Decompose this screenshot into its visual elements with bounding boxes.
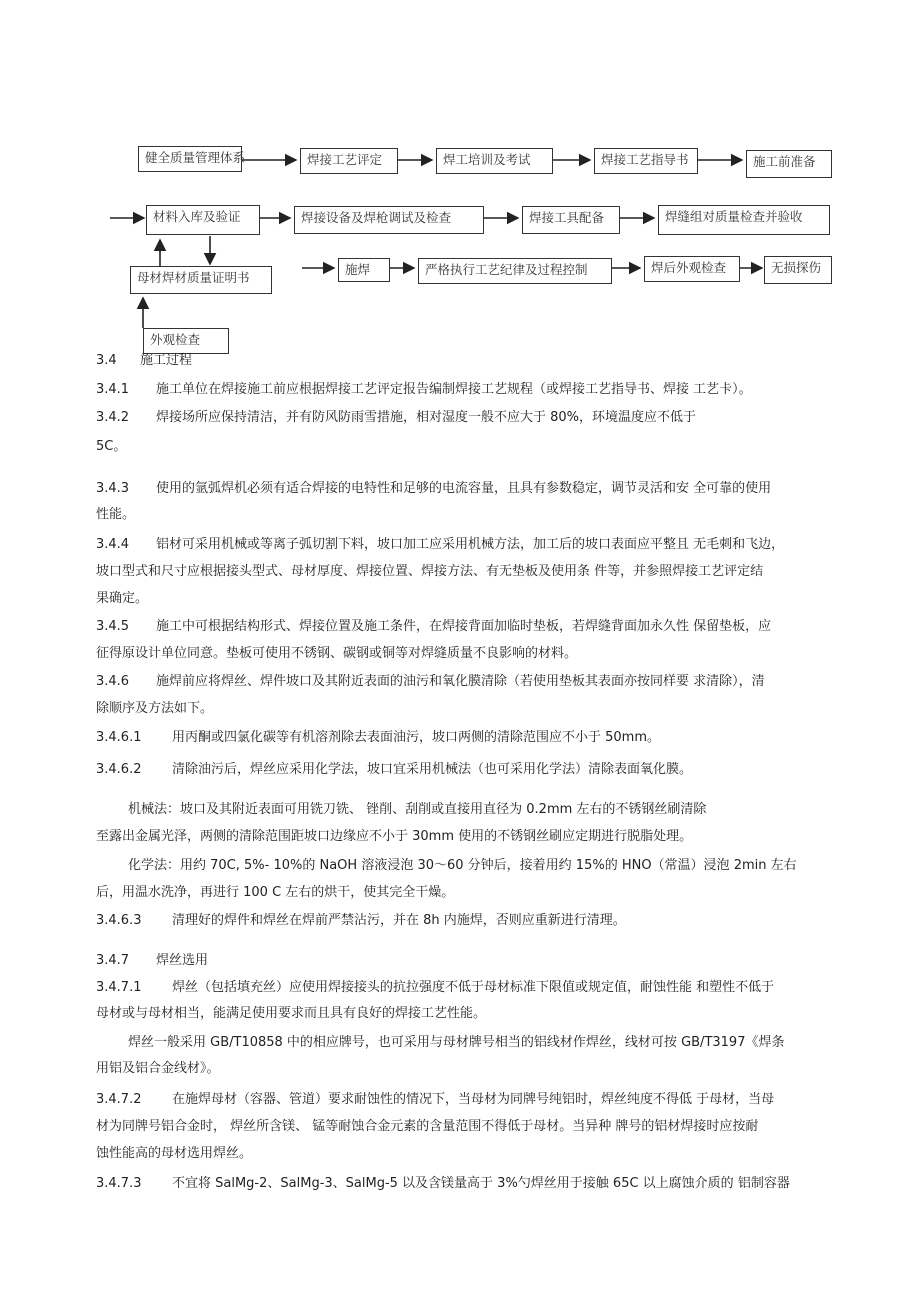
flow-box-visual-inspection-after-weld: 焊后外观检查	[644, 256, 740, 282]
section-number: 3.4.6.2	[96, 762, 142, 777]
section-number: 3.4.1	[96, 382, 130, 397]
paragraph-line: 蚀性能高的母材选用焊丝。	[96, 1146, 253, 1161]
section-number: 3.4.6.3	[96, 913, 142, 928]
section-number: 3.4.7.3	[96, 1176, 142, 1191]
section-number: 3.4.4	[96, 537, 130, 552]
section-title: 施工过程	[140, 353, 193, 368]
paragraph-line: 施工中可根据结构形式、焊接位置及施工条件，在焊接背面加临时垫板，若焊缝背面加永久性 保留垫板，应	[156, 619, 772, 634]
flow-box-material-storage: 材料入库及验证	[146, 205, 260, 235]
paragraph-line: 清除油污后，焊丝应采用化学法，坡口宜采用机械法（也可采用化学法）清除表面氧化膜。	[172, 762, 693, 777]
paragraph-line: 焊丝一般采用 GB/T10858 中的相应牌号，也可采用与母材牌号相当的铝线材作焊丝，线材可按 GB/T3197《焊条	[128, 1035, 785, 1050]
paragraph-line: 5C。	[96, 439, 127, 454]
paragraph-line: 后，用温水洗净，再进行 100 C 左右的烘干，使其完全干燥。	[96, 885, 455, 900]
paragraph-line: 用丙酮或四氯化碳等有机溶剂除去表面油污，坡口两侧的清除范围应不小于 50mm。	[172, 730, 661, 745]
section-number: 3.4.2	[96, 410, 130, 425]
flow-box-welder-training: 焊工培训及考试	[436, 148, 553, 174]
paragraph-line: 性能。	[96, 507, 136, 522]
section-number: 3.4.7.1	[96, 980, 142, 995]
paragraph-line: 铝材可采用机械或等离子弧切割下料，坡口加工应采用机械方法，加工后的坡口表面应平整且 无毛刺和飞边，	[156, 537, 785, 552]
section-number: 3.4.5	[96, 619, 130, 634]
paragraph-line: 用铝及铝合金线材》。	[96, 1061, 220, 1076]
flow-box-pre-construction: 施工前准备	[746, 150, 832, 178]
paragraph-line: 化学法：用约 70C, 5%- 10%的 NaOH 溶液浸泡 30～60 分钟后，接着用约 15%的 HNO（常温）浸泡 2min 左右	[128, 858, 797, 873]
flow-box-tool-allocation: 焊接工具配备	[522, 206, 620, 234]
paragraph-line: 母材或与母材相当，能满足使用要求而且具有良好的焊接工艺性能。	[96, 1006, 487, 1021]
flow-box-ndt: 无损探伤	[764, 256, 832, 284]
paragraph-line: 坡口型式和尺寸应根据接头型式、母材厚度、焊接位置、焊接方法、有无垫板及使用条 件等，并参照焊接工艺评定结	[96, 564, 764, 579]
flow-box-quality-system: 健全质量管理体系	[138, 146, 242, 172]
paragraph-line: 清理好的焊件和焊丝在焊前严禁沾污，并在 8h 内施焊，否则应重新进行清理。	[172, 913, 626, 928]
paragraph-line: 机械法：坡口及其附近表面可用铣刀铣、 锉削、刮削或直接用直径为 0.2mm 左右的不锈钢丝刷清除	[128, 802, 707, 817]
section-number: 3.4.3	[96, 481, 130, 496]
flow-box-visual-inspection: 外观检查	[143, 328, 229, 354]
paragraph-line: 焊丝（包括填充丝）应使用焊接接头的抗拉强度不低于母材标准下限值或规定值，耐蚀性能 和塑性不低于	[172, 980, 775, 995]
flow-box-welding-procedure-qualification: 焊接工艺评定	[300, 148, 398, 174]
section-number: 3.4.6.1	[96, 730, 142, 745]
flow-box-material-certificate: 母材焊材质量证明书	[130, 266, 272, 294]
paragraph-line: 在施焊母材（容器、管道）要求耐蚀性的情况下，当母材为同牌号纯铝时，焊丝纯度不得低 于母材，当母	[172, 1092, 775, 1107]
flow-box-equipment-check: 焊接设备及焊枪调试及检查	[294, 206, 484, 234]
flow-box-fitup-inspection: 焊缝组对质量检查并验收	[658, 205, 830, 235]
section-number: 3.4.6	[96, 674, 130, 689]
section-title: 焊丝选用	[156, 953, 209, 968]
paragraph-line: 材为同牌号铝合金时， 焊丝所含镁、 锰等耐蚀合金元素的含量范围不得低于母材。当异种 牌号的铝材焊接时应按耐	[96, 1119, 759, 1134]
paragraph-line: 不宜将 SalMg-2、SalMg-3、SalMg-5 以及含镁量高于 3%勺焊丝用于接触 65C 以上腐蚀介质的 铝制容器	[172, 1176, 790, 1191]
paragraph-line: 至露出金属光泽，两侧的清除范围距坡口边缘应不小于 30mm 使用的不锈钢丝刷应定期进行脱脂处理。	[96, 829, 693, 844]
paragraph-line: 征得原设计单位同意。垫板可使用不锈钢、碳钢或铜等对焊缝质量不良影响的材料。	[96, 646, 578, 661]
section-number: 3.4	[96, 353, 117, 368]
section-number: 3.4.7	[96, 953, 130, 968]
paragraph-line: 施焊前应将焊丝、焊件坡口及其附近表面的油污和氧化膜清除（若使用垫板其表面亦按同样要 求清除），清	[156, 674, 765, 689]
paragraph-line: 焊接场所应保持清洁，并有防风防雨雪措施，相对湿度一般不应大于 80%，环境温度应不低于	[156, 410, 697, 425]
paragraph-line: 果确定。	[96, 591, 149, 606]
section-number: 3.4.7.2	[96, 1092, 142, 1107]
paragraph-line: 除顺序及方法如下。	[96, 701, 214, 716]
flow-box-welding: 施焊	[338, 258, 390, 282]
flow-box-welding-instruction: 焊接工艺指导书	[594, 148, 698, 174]
flow-box-process-control: 严格执行工艺纪律及过程控制	[418, 258, 612, 284]
paragraph-line: 施工单位在焊接施工前应根据焊接工艺评定报告编制焊接工艺规程（或焊接工艺指导书、焊接 工艺卡）。	[156, 382, 752, 397]
paragraph-line: 使用的氩弧焊机必须有适合焊接的电特性和足够的电流容量，且具有参数稳定，调节灵活和安 全可靠的使用	[156, 481, 772, 496]
flowchart-arrows	[0, 0, 920, 360]
